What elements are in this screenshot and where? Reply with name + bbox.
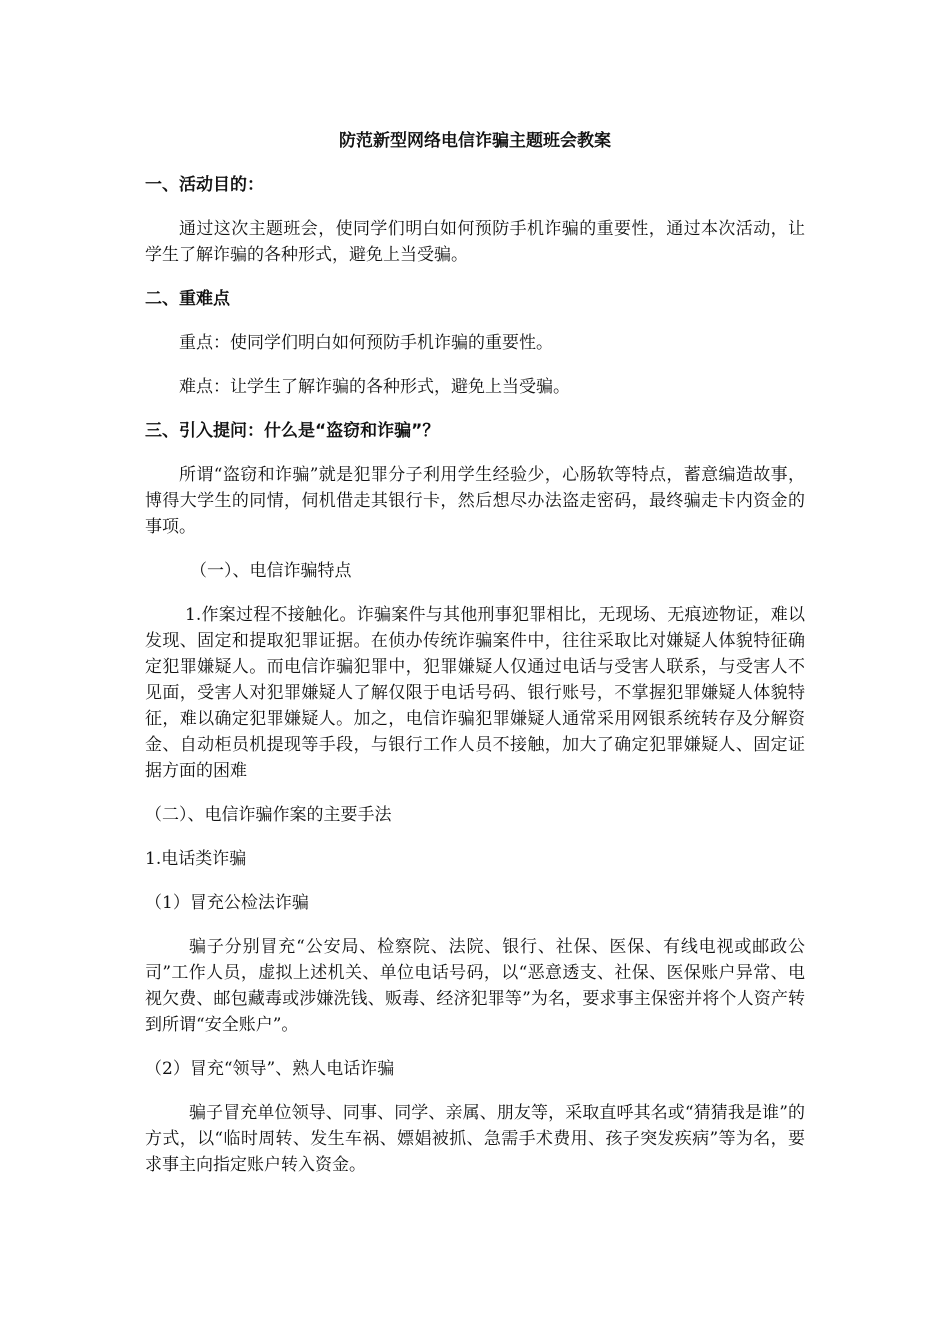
item-heading-impersonate-leader: （2）冒充“领导”、熟人电话诈骗 [145, 1059, 395, 1079]
subheading-characteristics: （一）、电信诈骗特点 [190, 561, 352, 581]
item-heading-phone-fraud: 1.电话类诈骗 [145, 849, 247, 869]
paragraph-impersonate-leader: 骗子冒充单位领导、同事、同学、亲属、朋友等，采取直呼其名或“猜猜我是谁”的方式，以“临时周转、发生车祸、嫖娼被抓、急需手术费用、孩子突发疾病”等为名，要求事主向指定账户转入资金。 [145, 1103, 805, 1175]
item-heading-impersonate-police: （1）冒充公检法诈骗 [145, 893, 309, 913]
document-title: 防范新型网络电信诈骗主题班会教案 [339, 131, 611, 151]
paragraph-key-point: 重点：使同学们明白如何预防手机诈骗的重要性。 [179, 333, 553, 353]
subheading-methods: （二）、电信诈骗作案的主要手法 [145, 805, 392, 825]
paragraph-purpose: 通过这次主题班会，使同学们明白如何预防手机诈骗的重要性，通过本次活动，让学生了解诈骗的各种形式，避免上当受骗。 [145, 219, 805, 265]
section-heading-purpose: 一、活动目的： [145, 175, 264, 195]
document-body [145, 128, 805, 1196]
section-heading-introduction: 三、引入提问：什么是“盗窃和诈骗”？ [145, 421, 440, 441]
section-heading-key-points: 二、重难点 [145, 289, 230, 309]
paragraph-difficult-point: 难点：让学生了解诈骗的各种形式，避免上当受骗。 [179, 377, 570, 397]
paragraph-introduction: 所谓“盗窃和诈骗”就是犯罪分子利用学生经验少，心肠软等特点，蓄意编造故事，博得大学生的同情，伺机借走其银行卡，然后想尽办法盗走密码，最终骗走卡内资金的事项。 [145, 465, 805, 537]
paragraph-impersonate-police: 骗子分别冒充“公安局、检察院、法院、银行、社保、医保、有线电视或邮政公司”工作人员，虚拟上述机关、单位电话号码，以“恶意透支、社保、医保账户异常、电视欠费、邮包藏毒或涉嫌洗钱、贩毒、经济犯罪等”为名，要求事主保密并将个人资产转到所谓“安全账户”。 [145, 937, 805, 1035]
paragraph-characteristics: 1.作案过程不接触化。诈骗案件与其他刑事犯罪相比，无现场、无痕迹物证，难以发现、固定和提取犯罪证据。在侦办传统诈骗案件中，往往采取比对嫌疑人体貌特征确定犯罪嫌疑人。而电信诈骗犯罪中，犯罪嫌疑人仅通过电话与受害人联系，与受害人不见面，受害人对犯罪嫌疑人了解仅限于电话号码、银行账号，不掌握犯罪嫌疑人体貌特征，难以确定犯罪嫌疑人。加之，电信诈骗犯罪嫌疑人通常采用网银系统转存及分解资金、自动柜员机提现等手段，与银行工作人员不接触，加大了确定犯罪嫌疑人、固定证据方面的困难 [145, 605, 805, 781]
